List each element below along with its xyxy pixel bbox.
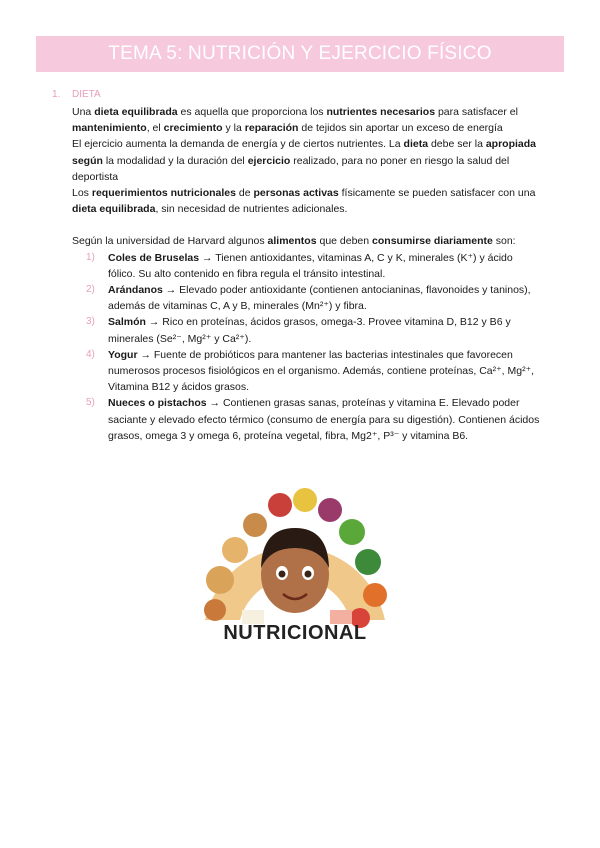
berry-shape — [318, 498, 342, 522]
carrot-shape — [363, 583, 387, 607]
paragraph-2: El ejercicio aumenta la demanda de energía y de ciertos nutrientes. La dieta debe ser la apropiada según la modalidad y la duración del ejercicio realizado, para no poner en riesgo la salud del deportista — [72, 138, 537, 183]
page-title: TEMA 5: NUTRICIÓN Y EJERCICIO FÍSICO — [108, 43, 492, 64]
list-item: 1) Coles de Bruselas → Tienen antioxidantes, vitaminas A, C y K, minerales (K⁺) y ácido fólico. Su alto contenido en fibra regula el tránsito intestinal. — [86, 251, 513, 280]
pupil-left — [279, 571, 286, 578]
broccoli-shape — [355, 549, 381, 575]
figure-caption: NUTRICIONAL — [223, 622, 367, 644]
nut-shape — [204, 599, 226, 621]
list-item: 2) Arándanos → Elevado poder antioxidante (contienen antocianinas, flavonoides y taninos), además de vitaminas C, A y B, minerales (Mn²⁺) y fibra. — [86, 284, 531, 313]
section-label: DIETA — [72, 89, 101, 100]
list-item: 3) Salmón → Rico en proteínas, ácidos grasos, omega-3. Provee vitamina D, B12 y B6 y minerales (Se²⁻, Mg²⁺ y Ca²⁺). — [86, 316, 511, 345]
grain-shape — [222, 537, 248, 563]
food-list — [72, 250, 542, 444]
paragraph-1: Una dieta equilibrada es aquella que proporciona los nutrientes necesarios para satisfacer el mantenimiento, el crecimiento y la reparación de tejidos sin aportar un exceso de energía — [72, 106, 518, 135]
bread-shape — [243, 513, 267, 537]
section-number: 1. — [52, 89, 61, 100]
bread-shape — [206, 566, 234, 594]
banana-shape — [293, 488, 317, 512]
tomato-shape — [268, 493, 292, 517]
section-heading — [52, 88, 552, 102]
list-item: 4) Yogur → Fuente de probióticos para mantener las bacterias intestinales que favorecen numerosos procesos fisiológicos en el organismo. Además, contiene proteínas, Ca²⁺, Mg²⁺, Vitamina B12 y ácidos grasos. — [86, 348, 535, 394]
intro-paragraph: Según la universidad de Harvard algunos alimentos que deben consumirse diariamente son: — [72, 235, 516, 248]
body-text — [72, 104, 542, 444]
pupil-right — [305, 571, 312, 578]
page-title-bar — [36, 36, 564, 72]
lettuce-shape — [339, 519, 365, 545]
paragraph-3: Los requerimientos nutricionales de personas activas físicamente se pueden satisfacer con una dieta equilibrada, sin necesidad de nutrientes adicionales. — [72, 187, 536, 216]
list-item: 5) Nueces o pistachos → Contienen grasas sanas, proteínas y vitamina E. Elevado poder saciante y elevado efecto térmico (consumo de energía para su digestión). Contienen ácidos grasos, omega 3 y omega 6, proteína vegetal, fibra, Mg2⁺, P³⁻ y vitamina B6. — [86, 397, 540, 442]
